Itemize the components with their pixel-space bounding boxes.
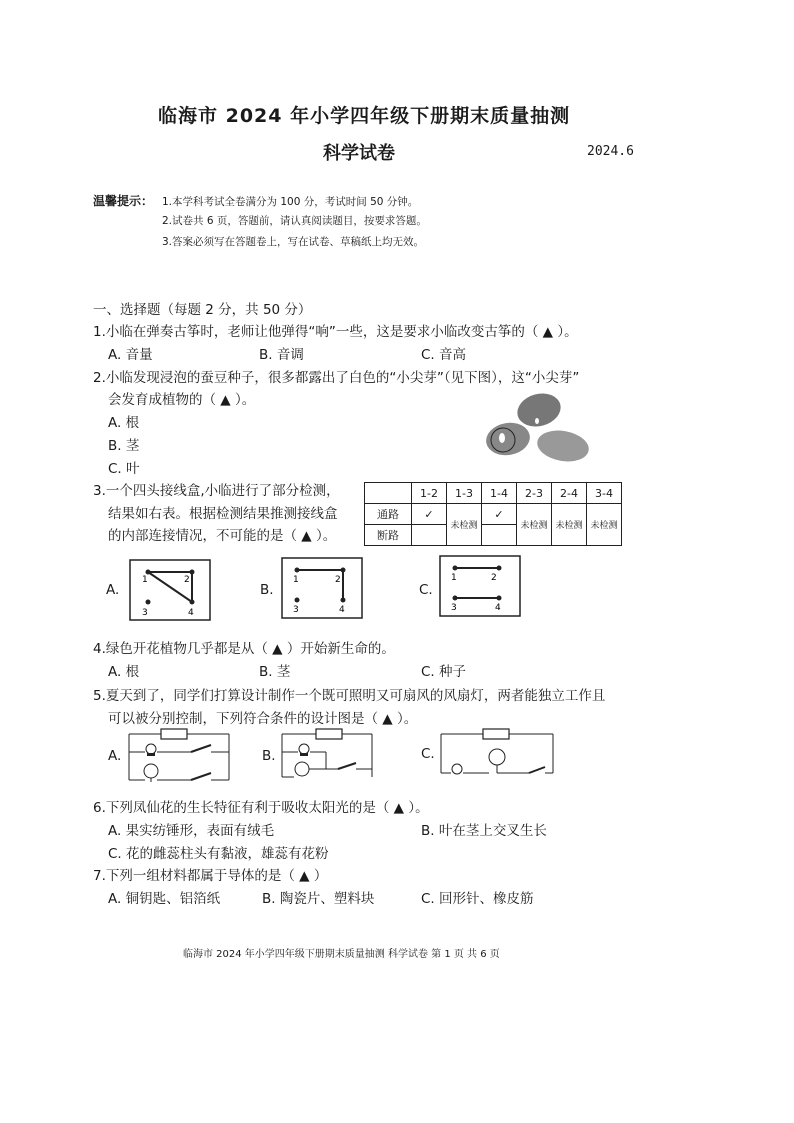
q2-stem-line1: 2.小临发现浸泡的蚕豆种子，很多都露出了白色的“小尖芽”（见下图），这“小尖芽” — [93, 370, 580, 386]
q1-option-c[interactable]: C. 音高 — [421, 347, 467, 363]
q2-option-c[interactable]: C. 叶 — [108, 461, 140, 477]
q1-option-a[interactable]: A. 音量 — [108, 347, 153, 363]
q4-option-a[interactable]: A. 根 — [108, 664, 140, 680]
terminal-2-label: 2 — [491, 573, 497, 583]
table-corner — [365, 483, 412, 504]
q5-option-c-label[interactable]: C. — [421, 746, 435, 762]
tips-label: 温馨提示： — [93, 194, 154, 208]
q3-option-a-label[interactable]: A. — [106, 582, 120, 598]
q7-option-c[interactable]: C. 回形针、橡皮筋 — [421, 891, 534, 907]
terminal-2-label: 2 — [184, 575, 190, 585]
terminal-3-label: 3 — [451, 603, 457, 613]
q4-option-b[interactable]: B. 茎 — [259, 664, 291, 680]
table-cell — [482, 525, 517, 546]
terminal-4-label: 4 — [339, 605, 345, 615]
section-heading: 一、选择题（每题 2 分，共 50 分） — [93, 302, 312, 318]
q6-option-c[interactable]: C. 花的雌蕊柱头有黏液，雄蕊有花粉 — [108, 846, 329, 862]
q5-stem-line1: 5.夏天到了，同学们打算设计制作一个既可照明又可扇风的风扇灯，两者能独立工作且 — [93, 688, 606, 704]
table-cell: 未检测 — [447, 504, 482, 546]
exam-subtitle: 科学试卷 — [323, 143, 395, 164]
table-header: 1-4 — [482, 483, 517, 504]
q1-stem: 1.小临在弹奏古筝时，老师让他弹得“响”一些，这是要求小临改变古筝的（ ▲ ）。 — [93, 324, 578, 340]
q7-option-b[interactable]: B. 陶瓷片、塑料块 — [262, 891, 375, 907]
table-cell: ✓ — [482, 504, 517, 525]
table-cell — [412, 525, 447, 546]
tip-item-1: 1.本学科考试全卷满分为 100 分，考试时间 50 分钟。 — [162, 196, 419, 208]
q1-option-b[interactable]: B. 音调 — [259, 347, 304, 363]
q5-option-a-circuit[interactable] — [125, 727, 235, 785]
q3-test-table — [364, 482, 622, 546]
terminal-1-label: 1 — [293, 575, 299, 585]
exam-title: 临海市 2024 年小学四年级下册期末质量抽测 — [158, 105, 571, 127]
q2-option-a[interactable]: A. 根 — [108, 415, 140, 431]
table-row-label: 通路 — [365, 504, 412, 525]
q3-stem-line3: 的内部连接情况，不可能的是（ ▲ ）。 — [108, 528, 337, 544]
q3-option-c-diagram[interactable] — [439, 555, 521, 617]
q5-stem-line2: 可以被分别控制，下列符合条件的设计图是（ ▲ ）。 — [108, 711, 418, 727]
table-header: 1-2 — [412, 483, 447, 504]
tip-item-3: 3.答案必须写在答题卷上，写在试卷、草稿纸上均无效。 — [162, 236, 425, 248]
terminal-2-label: 2 — [335, 575, 341, 585]
q3-stem-line1: 3.一个四头接线盒,小临进行了部分检测， — [93, 483, 340, 499]
q6-option-b[interactable]: B. 叶在茎上交叉生长 — [421, 823, 547, 839]
q6-option-a[interactable]: A. 果实纺锤形，表面有绒毛 — [108, 823, 275, 839]
table-header: 2-4 — [552, 483, 587, 504]
q5-option-a-label[interactable]: A. — [108, 748, 122, 764]
q2-option-b[interactable]: B. 茎 — [108, 438, 140, 454]
q5-option-b-label[interactable]: B. — [262, 748, 276, 764]
q3-option-b-diagram[interactable] — [281, 557, 363, 619]
terminal-3-label: 3 — [142, 608, 148, 618]
q3-option-a-diagram[interactable] — [129, 559, 211, 621]
table-cell: 未检测 — [552, 504, 587, 546]
exam-date: 2024.6 — [587, 144, 634, 159]
q5-option-c-circuit[interactable] — [437, 727, 557, 782]
table-cell: ✓ — [412, 504, 447, 525]
page-footer: 临海市 2024 年小学四年级下册期末质量抽测 科学试卷 第 1 页 共 6 页 — [183, 949, 500, 960]
table-header: 2-3 — [517, 483, 552, 504]
q5-option-b-circuit[interactable] — [278, 727, 378, 785]
table-row-label: 断路 — [365, 525, 412, 546]
q7-stem: 7.下列一组材料都属于导体的是（ ▲ ） — [93, 868, 328, 884]
q4-stem: 4.绿色开花植物几乎都是从（ ▲ ）开始新生命的。 — [93, 641, 395, 657]
q3-stem-line2: 结果如右表。根据检测结果推测接线盒 — [108, 506, 338, 522]
terminal-4-label: 4 — [188, 608, 194, 618]
q7-option-a[interactable]: A. 铜钥匙、铝箔纸 — [108, 891, 221, 907]
tip-item-2: 2.试卷共 6 页，答题前，请认真阅读题目，按要求答题。 — [162, 215, 427, 227]
table-header: 3-4 — [587, 483, 622, 504]
q3-option-b-label[interactable]: B. — [260, 582, 274, 598]
terminal-1-label: 1 — [451, 573, 457, 583]
broad-bean-seeds-image — [475, 388, 595, 468]
q6-stem: 6.下列凤仙花的生长特征有利于吸收太阳光的是（ ▲ ）。 — [93, 800, 429, 816]
table-header: 1-3 — [447, 483, 482, 504]
q4-option-c[interactable]: C. 种子 — [421, 664, 467, 680]
terminal-1-label: 1 — [142, 575, 148, 585]
terminal-3-label: 3 — [293, 605, 299, 615]
table-cell: 未检测 — [517, 504, 552, 546]
table-cell: 未检测 — [587, 504, 622, 546]
q3-option-c-label[interactable]: C. — [419, 582, 433, 598]
q2-stem-line2: 会发育成植物的（ ▲ ）。 — [108, 392, 256, 408]
terminal-4-label: 4 — [495, 603, 501, 613]
